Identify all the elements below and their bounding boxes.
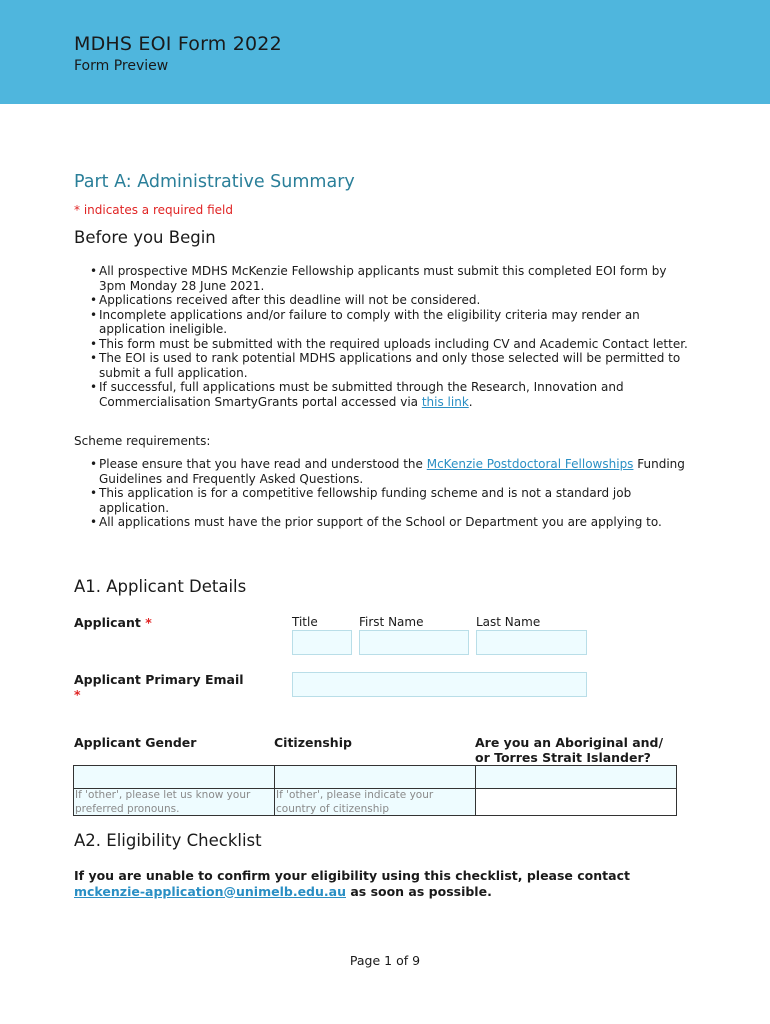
gender-select[interactable] xyxy=(73,765,275,789)
list-item xyxy=(90,457,690,486)
citizenship-select[interactable] xyxy=(274,765,476,789)
smartygrants-link[interactable]: this link xyxy=(421,394,469,409)
applicant-label xyxy=(74,615,152,630)
list-item: • Incomplete applications and/or failure to comply with the eligibility criteria may render an application ineligible. xyxy=(90,308,690,337)
list-item-text: If successful, full applications must be submitted through the Research, Innovation and Commercialisation SmartyGrants portal accessed via xyxy=(99,380,624,409)
list-item-end: . xyxy=(468,394,473,409)
aboriginal-label-line2: or Torres Strait Islander? xyxy=(475,750,651,765)
list-item xyxy=(90,380,690,409)
a2-heading: A2. Eligibility Checklist xyxy=(74,831,262,850)
form-subtitle: Form Preview xyxy=(74,58,169,74)
list-item: • All applications must have the prior support of the School or Department you are applying to. xyxy=(90,515,690,530)
required-marker: * xyxy=(74,687,81,702)
before-you-begin-list xyxy=(90,264,690,409)
required-field-note: * indicates a required field xyxy=(74,203,233,217)
first-name-input[interactable] xyxy=(359,630,469,655)
list-item: • All prospective MDHS McKenzie Fellowship applicants must submit this completed EOI form by 3pm Monday 28 June 2021. xyxy=(90,264,690,293)
before-you-begin-heading: Before you Begin xyxy=(74,228,216,247)
scheme-requirements-list xyxy=(90,457,690,530)
contact-email-link[interactable]: mckenzie-application@unimelb.edu.au xyxy=(74,883,346,899)
aboriginal-label-line1: Are you an Aboriginal and/ xyxy=(475,735,664,750)
last-name-input[interactable] xyxy=(476,630,587,655)
citizenship-hint: If 'other', please indicate your country of citizenship xyxy=(276,789,434,815)
eligibility-contact-note xyxy=(74,868,694,899)
last-name-column-label: Last Name xyxy=(476,615,541,629)
empty-cell xyxy=(475,788,677,816)
list-item: • This application is for a competitive fellowship funding scheme and is not a standard job application. xyxy=(90,486,690,515)
form-header xyxy=(0,0,770,104)
list-item: • The EOI is used to rank potential MDHS applications and only those selected will be permitted to submit a full application. xyxy=(90,351,690,380)
a1-heading: A1. Applicant Details xyxy=(74,577,247,596)
applicant-label-text: Applicant xyxy=(74,615,141,630)
list-item: • Applications received after this deadline will not be considered. xyxy=(90,293,690,308)
gender-label: Applicant Gender xyxy=(74,735,197,750)
page-number: Page 1 of 9 xyxy=(349,953,421,968)
first-name-column-label: First Name xyxy=(359,615,424,629)
guidelines-link[interactable]: McKenzie Postdoctoral Fellowships xyxy=(426,457,634,471)
list-item-text: Please ensure that you have read and understood the xyxy=(99,457,427,471)
email-label xyxy=(74,672,274,702)
note-text: If you are unable to confirm your eligibility using this checklist, please contact xyxy=(74,868,630,883)
email-input[interactable] xyxy=(292,672,587,697)
scheme-requirements-heading: Scheme requirements: xyxy=(74,434,211,448)
list-item: • This form must be submitted with the required uploads including CV and Academic Contact letter. xyxy=(90,337,690,352)
email-label-text: Applicant Primary Email xyxy=(74,672,244,687)
form-title: MDHS EOI Form 2022 xyxy=(74,33,282,55)
part-a-title: Part A: Administrative Summary xyxy=(74,172,355,192)
note-end: as soon as possible. xyxy=(345,883,492,899)
aboriginal-label xyxy=(475,735,663,765)
title-input[interactable] xyxy=(292,630,352,655)
aboriginal-select[interactable] xyxy=(475,765,677,789)
title-column-label: Title xyxy=(292,615,318,629)
required-marker: * xyxy=(145,615,152,630)
citizenship-label: Citizenship xyxy=(274,735,352,750)
gender-hint: If 'other', please let us know your preferred pronouns. xyxy=(75,789,251,815)
list-item-end: Funding Guidelines and Frequently Asked Questions. xyxy=(99,457,685,486)
